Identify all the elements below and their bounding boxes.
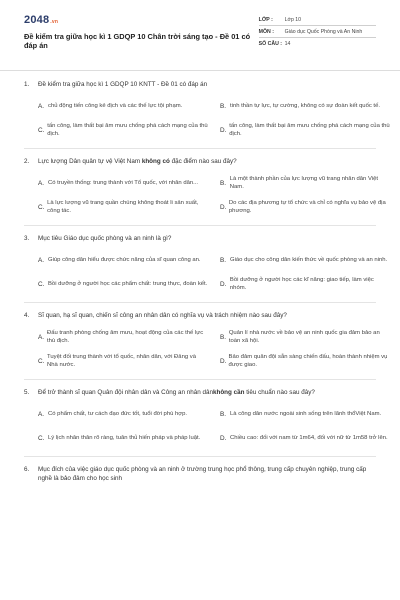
meta-label: MÔN : <box>258 28 274 35</box>
option-text: tấn công, làm thất bại âm mưu chống phá cách mạng của thù địch. <box>47 122 208 137</box>
option-letter: B. <box>220 179 227 187</box>
option-c[interactable] <box>38 195 216 219</box>
question-number: 6. <box>24 466 30 473</box>
meta-value: Lớp 10 <box>284 16 302 23</box>
question-6 <box>24 465 376 483</box>
question-5 <box>24 388 388 457</box>
logo-suffix: .vn <box>50 19 59 25</box>
option-text: Bồi dưỡng ở người học các phẩm chất: trung thực, đoàn kết. <box>48 280 208 287</box>
option-b[interactable] <box>220 402 398 426</box>
question-text-part: Mục đích của việc giáo dục quốc phòng và an ninh ở trường trung học phổ thông, trung cấp chuyên nghiệp, trung cấp nghề là bảo đảm cho học sinh <box>38 466 367 482</box>
question-number: 2. <box>24 158 30 165</box>
option-c[interactable] <box>38 426 216 450</box>
option-letter: C. <box>38 203 45 211</box>
option-text: Tuyệt đối trung thành với tổ quốc, nhân dân, với Đảng và Nhà nước. <box>47 353 196 368</box>
question-divider <box>24 456 376 457</box>
question-divider <box>24 302 376 303</box>
option-letter: B. <box>220 410 227 418</box>
option-d[interactable] <box>220 195 398 219</box>
option-letter: D. <box>220 203 227 211</box>
option-text: Bồi dưỡng ở người học các kĩ năng: giao tiếp, làm việc nhóm. <box>229 276 374 291</box>
question-4 <box>24 311 388 380</box>
option-b[interactable] <box>220 171 398 195</box>
question-number: 1. <box>24 81 30 88</box>
option-c[interactable] <box>38 272 216 296</box>
question-text <box>38 80 376 89</box>
option-a[interactable] <box>38 171 216 195</box>
option-b[interactable] <box>220 248 398 272</box>
option-letter: D. <box>220 357 227 365</box>
question-text <box>38 388 376 397</box>
option-text: Lý lịch nhân thân rõ ràng, tuân thủ hiến pháp và pháp luật. <box>48 434 201 441</box>
question-text-part: Sĩ quan, hạ sĩ quan, chiến sĩ công an nhân dân có nghĩa vụ và trách nhiệm nào sau đây? <box>38 312 287 319</box>
question-head <box>24 311 376 320</box>
question-head <box>24 80 376 89</box>
question-text <box>38 157 376 166</box>
option-a[interactable] <box>38 248 216 272</box>
question-divider <box>24 225 376 226</box>
options-grid <box>24 325 388 373</box>
question-emphasis: không có <box>141 158 170 165</box>
question-text-part: Mục tiêu Giáo dục quốc phòng và an ninh là gì? <box>38 235 172 242</box>
logo-text: 2048 <box>24 14 50 26</box>
question-text <box>38 234 376 243</box>
question-text-part: Đề kiểm tra giữa học kì 1 GDQP 10 KNTT - Đề 01 có đáp án <box>38 81 208 88</box>
option-a[interactable] <box>38 402 216 426</box>
meta-row-count <box>259 38 376 50</box>
option-letter: D. <box>220 126 227 134</box>
option-letter: B. <box>220 256 227 264</box>
meta-row-subject <box>259 26 376 38</box>
option-text: Là lực lượng vũ trang quần chúng không thoát li sản xuất, công tác. <box>47 199 199 214</box>
question-emphasis: không cần <box>212 389 245 396</box>
option-c[interactable] <box>38 349 216 373</box>
option-d[interactable] <box>220 426 398 450</box>
question-head <box>24 388 376 397</box>
question-number: 4. <box>24 312 30 319</box>
option-text: Đấu tranh phòng chống âm mưu, hoạt động của các thế lực thù địch. <box>46 329 204 344</box>
option-letter: D. <box>220 280 227 288</box>
option-b[interactable] <box>220 94 398 118</box>
question-text <box>38 311 376 320</box>
header <box>24 14 376 66</box>
option-letter: B. <box>220 333 227 341</box>
option-d[interactable] <box>220 349 398 373</box>
question-divider <box>24 379 376 380</box>
option-text: Là công dân nước ngoài sinh sống trên lãnh thổViệt Nam. <box>230 410 382 417</box>
meta-value: 14 <box>284 41 291 47</box>
option-letter: A. <box>38 256 45 264</box>
question-text <box>38 465 376 483</box>
options-grid <box>24 402 388 450</box>
option-letter: C. <box>38 434 45 442</box>
option-letter: A. <box>38 333 45 341</box>
meta-table <box>259 14 376 50</box>
question-2 <box>24 157 386 226</box>
meta-value: Giáo dục Quốc Phòng và An Ninh <box>284 28 363 35</box>
header-divider <box>0 70 400 71</box>
option-letter: A. <box>38 410 45 418</box>
option-d[interactable] <box>220 272 398 296</box>
option-text: Quản lí nhà nước về bảo vệ an ninh quốc gia đảm bảo an toàn xã hội. <box>228 329 380 344</box>
question-divider <box>24 148 376 149</box>
option-letter: C. <box>38 357 45 365</box>
question-head <box>24 234 376 243</box>
option-letter: C. <box>38 126 45 134</box>
option-a[interactable] <box>38 325 216 349</box>
question-head <box>24 465 376 483</box>
document-title: Đề kiểm tra giữa học kì 1 GDQP 10 Chân trời sáng tạo - Đề 01 có đáp án <box>24 32 251 50</box>
options-grid <box>24 248 388 296</box>
option-letter: D. <box>220 434 227 442</box>
question-3 <box>24 234 388 303</box>
option-text: Có truyền thống: trung thành với Tổ quốc, với nhân dân... <box>48 179 199 186</box>
option-text: Bảo đảm quân đội sẵn sàng chiến đấu, hoàn thành nhiệm vụ được giao. <box>228 353 388 368</box>
question-text-part: Lực lượng Dân quân tự vệ Việt Nam <box>38 158 142 165</box>
option-text: Do các địa phương tự tổ chức và chỉ có nghĩa vụ bảo vệ địa phương. <box>228 199 386 214</box>
option-a[interactable] <box>38 94 216 118</box>
question-text-part: tiêu chuẩn nào sau đây? <box>244 389 315 396</box>
question-text-part: Để trở thành sĩ quan Quân đội nhân dân và Công an nhân dân <box>38 389 213 396</box>
option-letter: A. <box>38 102 45 110</box>
option-c[interactable] <box>38 118 216 142</box>
question-head <box>24 157 376 166</box>
option-text: Giúp công dân hiểu được chức năng của sĩ quan công an. <box>48 256 201 263</box>
option-b[interactable] <box>220 325 398 349</box>
question-number: 3. <box>24 235 30 242</box>
option-letter: B. <box>220 102 227 110</box>
header-left <box>24 14 259 50</box>
option-text: Có phẩm chất, tư cách đạo đức tốt, tuổi đời phù hợp. <box>48 410 188 417</box>
option-text: Là một thành phần của lực lượng vũ trang nhân dân Việt Nam. <box>229 175 378 190</box>
meta-row-class <box>259 14 376 26</box>
option-text: Giáo dục cho công dân kiến thức về quốc phòng và an ninh. <box>230 256 388 263</box>
question-number: 5. <box>24 389 30 396</box>
option-text: Chiều cao: đối với nam từ 1m64, đối với nữ từ 1m58 trở lên. <box>230 434 388 441</box>
question-text-part: đặc điểm nào sau đây? <box>169 158 237 165</box>
options-grid <box>24 171 386 219</box>
options-grid <box>24 94 390 142</box>
option-text: tinh thần tự lực, tự cường, không có sự đoàn kết quốc tế. <box>230 102 380 109</box>
option-text: chủ động tiến công kẻ địch và các thế lực tội phạm. <box>48 102 183 109</box>
meta-label: LỚP : <box>258 16 273 23</box>
meta-label: SỐ CÂU : <box>258 41 283 47</box>
option-d[interactable] <box>220 118 398 142</box>
question-list <box>24 80 390 483</box>
question-1 <box>24 80 390 149</box>
site-logo[interactable] <box>24 14 259 26</box>
option-text: tấn công, làm thất bại âm mưu chống phá cách mạng của thù địch. <box>229 122 390 137</box>
option-letter: C. <box>38 280 45 288</box>
option-letter: A. <box>38 179 45 187</box>
